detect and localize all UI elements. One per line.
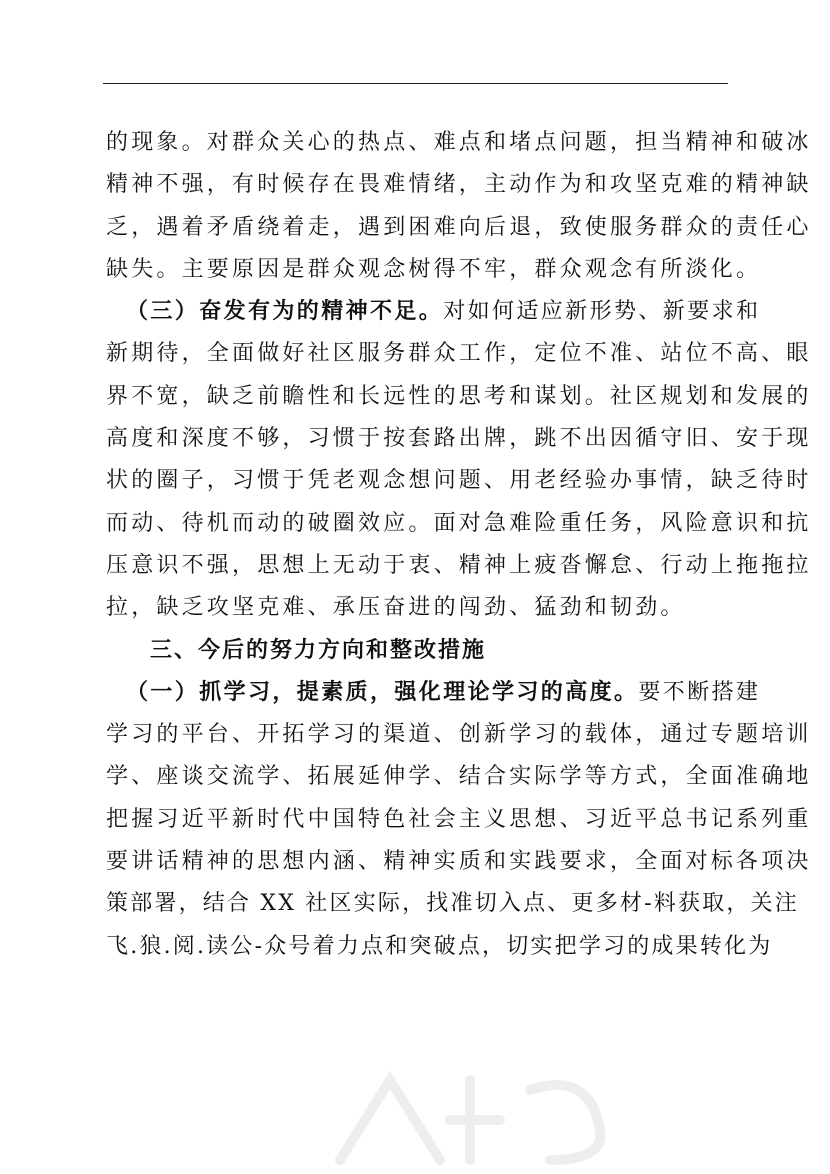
paragraph-3-line: 要讲话精神的思想内涵、精神实质和实践要求，全面对标各项决	[106, 849, 812, 875]
paragraph-1-line: 的现象。对群众关心的热点、难点和堵点问题，担当精神和破冰	[106, 130, 812, 155]
paragraph-1-line: 乏，遇着矛盾绕着走，遇到困难向后退，致使服务群众的责任心	[106, 214, 812, 240]
header-rule	[103, 83, 728, 84]
paragraph-3-lead: （一）抓学习，提素质，强化理论学习的高度。	[126, 679, 639, 705]
paragraph-1-line: 精神不强，有时候存在畏难情绪，主动作为和攻坚克难的精神缺	[106, 172, 812, 198]
paragraph-2-line: 压意识不强，思想上无动于衷、精神上疲沓懈怠、行动上拖拖拉	[106, 552, 812, 578]
paragraph-1-line: 缺失。主要原因是群众观念树得不牢，群众观念有所淡化。	[106, 256, 762, 282]
paragraph-2-line: 而动、待机而动的破圈效应。面对急难险重任务，风险意识和抗	[106, 510, 812, 536]
paragraph-3-line: 学、座谈交流学、拓展延伸学、结合实际学等方式，全面准确地	[106, 764, 812, 790]
paragraph-2-lead: （三）奋发有为的精神不足。	[126, 299, 444, 325]
paragraph-2-line: 界不宽，缺乏前瞻性和长远性的思考和谋划。社区规划和发展的	[106, 383, 812, 409]
paragraph-3-first-line-rest: 要不断搭建	[638, 679, 761, 705]
watermark-graphic	[300, 1040, 640, 1170]
paragraph-2-line: 新期待，全面做好社区服务群众工作，定位不准、站位不高、眼	[106, 341, 812, 367]
body-text	[106, 122, 812, 968]
paragraph-2-first-line	[106, 291, 761, 333]
paragraph-3-line: 学习的平台、开拓学习的渠道、创新学习的载体，通过专题培训	[106, 722, 812, 748]
paragraph-2-line: 拉，缺乏攻坚克难、承压奋进的闯劲、猛劲和韧劲。	[106, 595, 686, 621]
paragraph-3-line: 策部署，结合 XX 社区实际，找准切入点、更多材-料获取，关注	[106, 891, 799, 917]
paragraph-3-line: 飞.狼.阅.读公-众号着力点和突破点，切实把学习的成果转化为	[106, 933, 773, 959]
paragraph-3-line: 把握习近平新时代中国特色社会主义思想、习近平总书记系列重	[106, 806, 812, 832]
paragraph-2-line: 高度和深度不够，习惯于按套路出牌，跳不出因循守旧、安于现	[106, 426, 812, 452]
paragraph-2-line: 状的圈子，习惯于凭老观念想问题、用老经验办事情，缺乏待时	[106, 468, 812, 494]
paragraph-2-first-line-rest: 对如何适应新形势、新要求和	[443, 299, 761, 325]
section-heading: 三、今后的努力方向和整改措施	[150, 637, 487, 663]
paragraph-3-first-line	[106, 672, 761, 714]
